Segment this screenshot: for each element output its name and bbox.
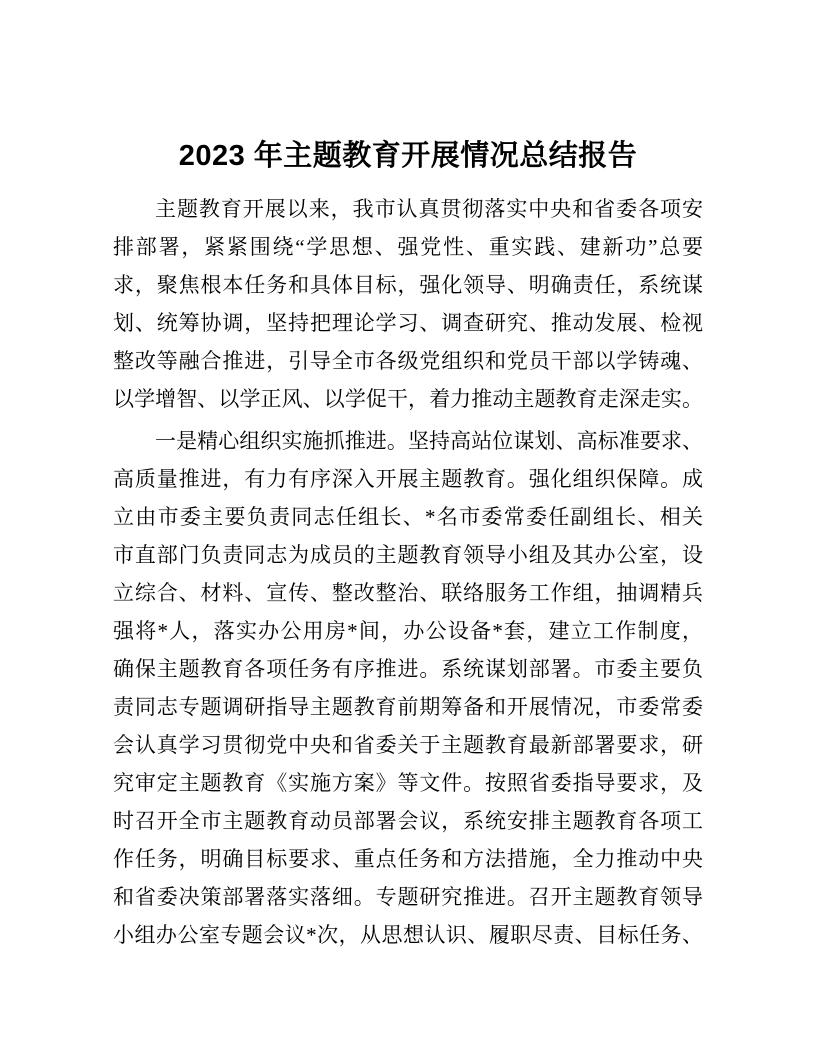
paragraph-line: 确保主题教育各项任务有序推进。系统谋划部署。市委主要负 (113, 657, 703, 681)
paragraph-line: 小组办公室专题会议*次，从思想认识、履职尽责、目标任务、 (113, 923, 703, 947)
document-body (113, 190, 703, 954)
paragraph-line: 作任务，明确目标要求、重点任务和方法措施，全力推动中央 (113, 847, 703, 871)
paragraph (113, 190, 703, 418)
document-content (113, 0, 703, 954)
paragraph-line: 高质量推进，有力有序深入开展主题教育。强化组织保障。成 (113, 467, 703, 491)
paragraph-line: 究审定主题教育《实施方案》等文件。按照省委指导要求，及 (113, 771, 703, 795)
paragraph-line: 划、统筹协调，坚持把理论学习、调查研究、推动发展、检视 (113, 311, 703, 335)
paragraph-line: 强将*人，落实办公用房*间，办公设备*套，建立工作制度， (113, 619, 703, 643)
paragraph-line: 责同志专题调研指导主题教育前期筹备和开展情况，市委常委 (113, 695, 703, 719)
paragraph-line: 以学增智、以学正风、以学促干，着力推动主题教育走深走实。 (113, 387, 703, 411)
paragraph (113, 422, 703, 954)
paragraph-line: 求，聚焦根本任务和具体目标，强化领导、明确责任，系统谋 (113, 273, 703, 297)
paragraph-line: 会认真学习贯彻党中央和省委关于主题教育最新部署要求，研 (113, 733, 703, 757)
document-title: 2023 年主题教育开展情况总结报告 (178, 140, 638, 172)
paragraph-line: 和省委决策部署落实落细。专题研究推进。召开主题教育领导 (113, 885, 703, 909)
paragraph-line: 排部署，紧紧围绕“学思想、强党性、重实践、建新功”总要 (113, 235, 703, 259)
paragraph-line: 市直部门负责同志为成员的主题教育领导小组及其办公室，设 (113, 543, 703, 567)
paragraph-line: 一是精心组织实施抓推进。坚持高站位谋划、高标准要求、 (155, 429, 703, 453)
paragraph-line: 整改等融合推进，引导全市各级党组织和党员干部以学铸魂、 (113, 349, 703, 373)
paragraph-line: 主题教育开展以来，我市认真贯彻落实中央和省委各项安 (155, 197, 703, 221)
paragraph-line: 立由市委主要负责同志任组长、*名市委常委任副组长、相关 (113, 505, 703, 529)
paragraph-line: 立综合、材料、宣传、整改整治、联络服务工作组，抽调精兵 (113, 581, 703, 605)
paragraph-line: 时召开全市主题教育动员部署会议，系统安排主题教育各项工 (113, 809, 703, 833)
